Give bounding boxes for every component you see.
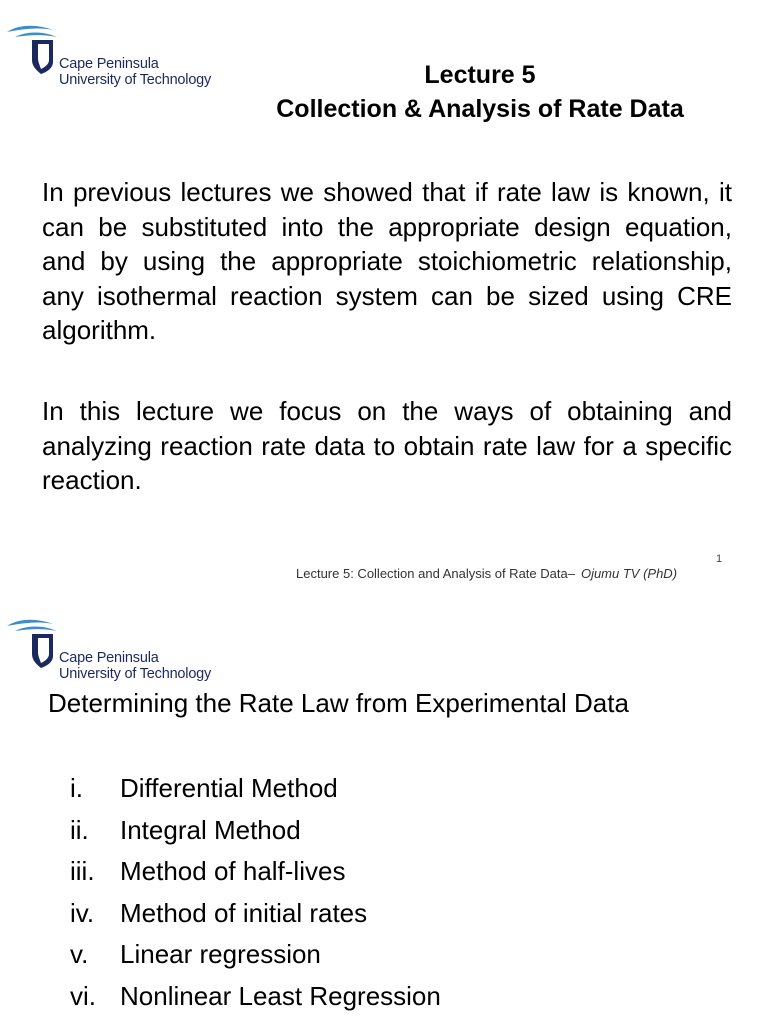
logo-text-line-2: University of Technology (59, 666, 212, 682)
list-item (70, 768, 441, 810)
footer-author: Ojumu TV (PhD) (580, 566, 678, 581)
university-logo (5, 616, 225, 686)
list-item (70, 976, 441, 1018)
section-heading: Determining the Rate Law from Experimental Data (48, 688, 629, 718)
list-item (70, 851, 441, 893)
slide-2 (0, 596, 768, 1024)
methods-list (70, 768, 441, 1017)
list-item-number: vi. (70, 980, 96, 1011)
list-item-label: Nonlinear Least Regression (120, 980, 441, 1011)
list-item-number: iv. (70, 897, 95, 928)
list-item-label: Differential Method (120, 773, 338, 803)
lecture-title: Lecture 5 (424, 61, 536, 89)
list-item-number: iii. (70, 856, 95, 886)
university-emblem-icon (5, 616, 65, 676)
list-item-label: Method of half-lives (120, 856, 346, 886)
list-item-number: v. (70, 939, 89, 969)
footer-text: Lecture 5: Collection and Analysis of Rate Data– (296, 566, 575, 581)
list-item-number: ii. (70, 814, 89, 845)
intro-paragraph: In previous lectures we showed that if rate law is known, it can be substituted into the appropriate design equation, and by using the appropriate stoichiometric relationship, any isothermal reaction system can be sized using CRE algorithm. (42, 177, 732, 345)
logo-text-line-1: Cape Peninsula (59, 650, 159, 666)
list-item-label: Method of initial rates (120, 897, 368, 928)
list-item-label: Integral Method (120, 814, 301, 845)
list-item (70, 893, 441, 935)
list-item-label: Linear regression (120, 939, 321, 969)
lecture-subtitle: Collection & Analysis of Rate Data (276, 95, 684, 123)
page-number: 1 (716, 553, 723, 565)
logo-text-line-2: University of Technology (59, 72, 212, 88)
university-logo (5, 22, 225, 92)
logo-text-line-1: Cape Peninsula (59, 56, 159, 72)
university-emblem-icon (5, 22, 65, 82)
list-item (70, 934, 441, 976)
focus-paragraph: In this lecture we focus on the ways of obtaining and analyzing reaction rate data to obtain rate law for a specific reaction. (42, 396, 732, 495)
list-item-number: i. (70, 773, 83, 803)
list-item (70, 810, 441, 852)
slide-footer (296, 566, 677, 581)
